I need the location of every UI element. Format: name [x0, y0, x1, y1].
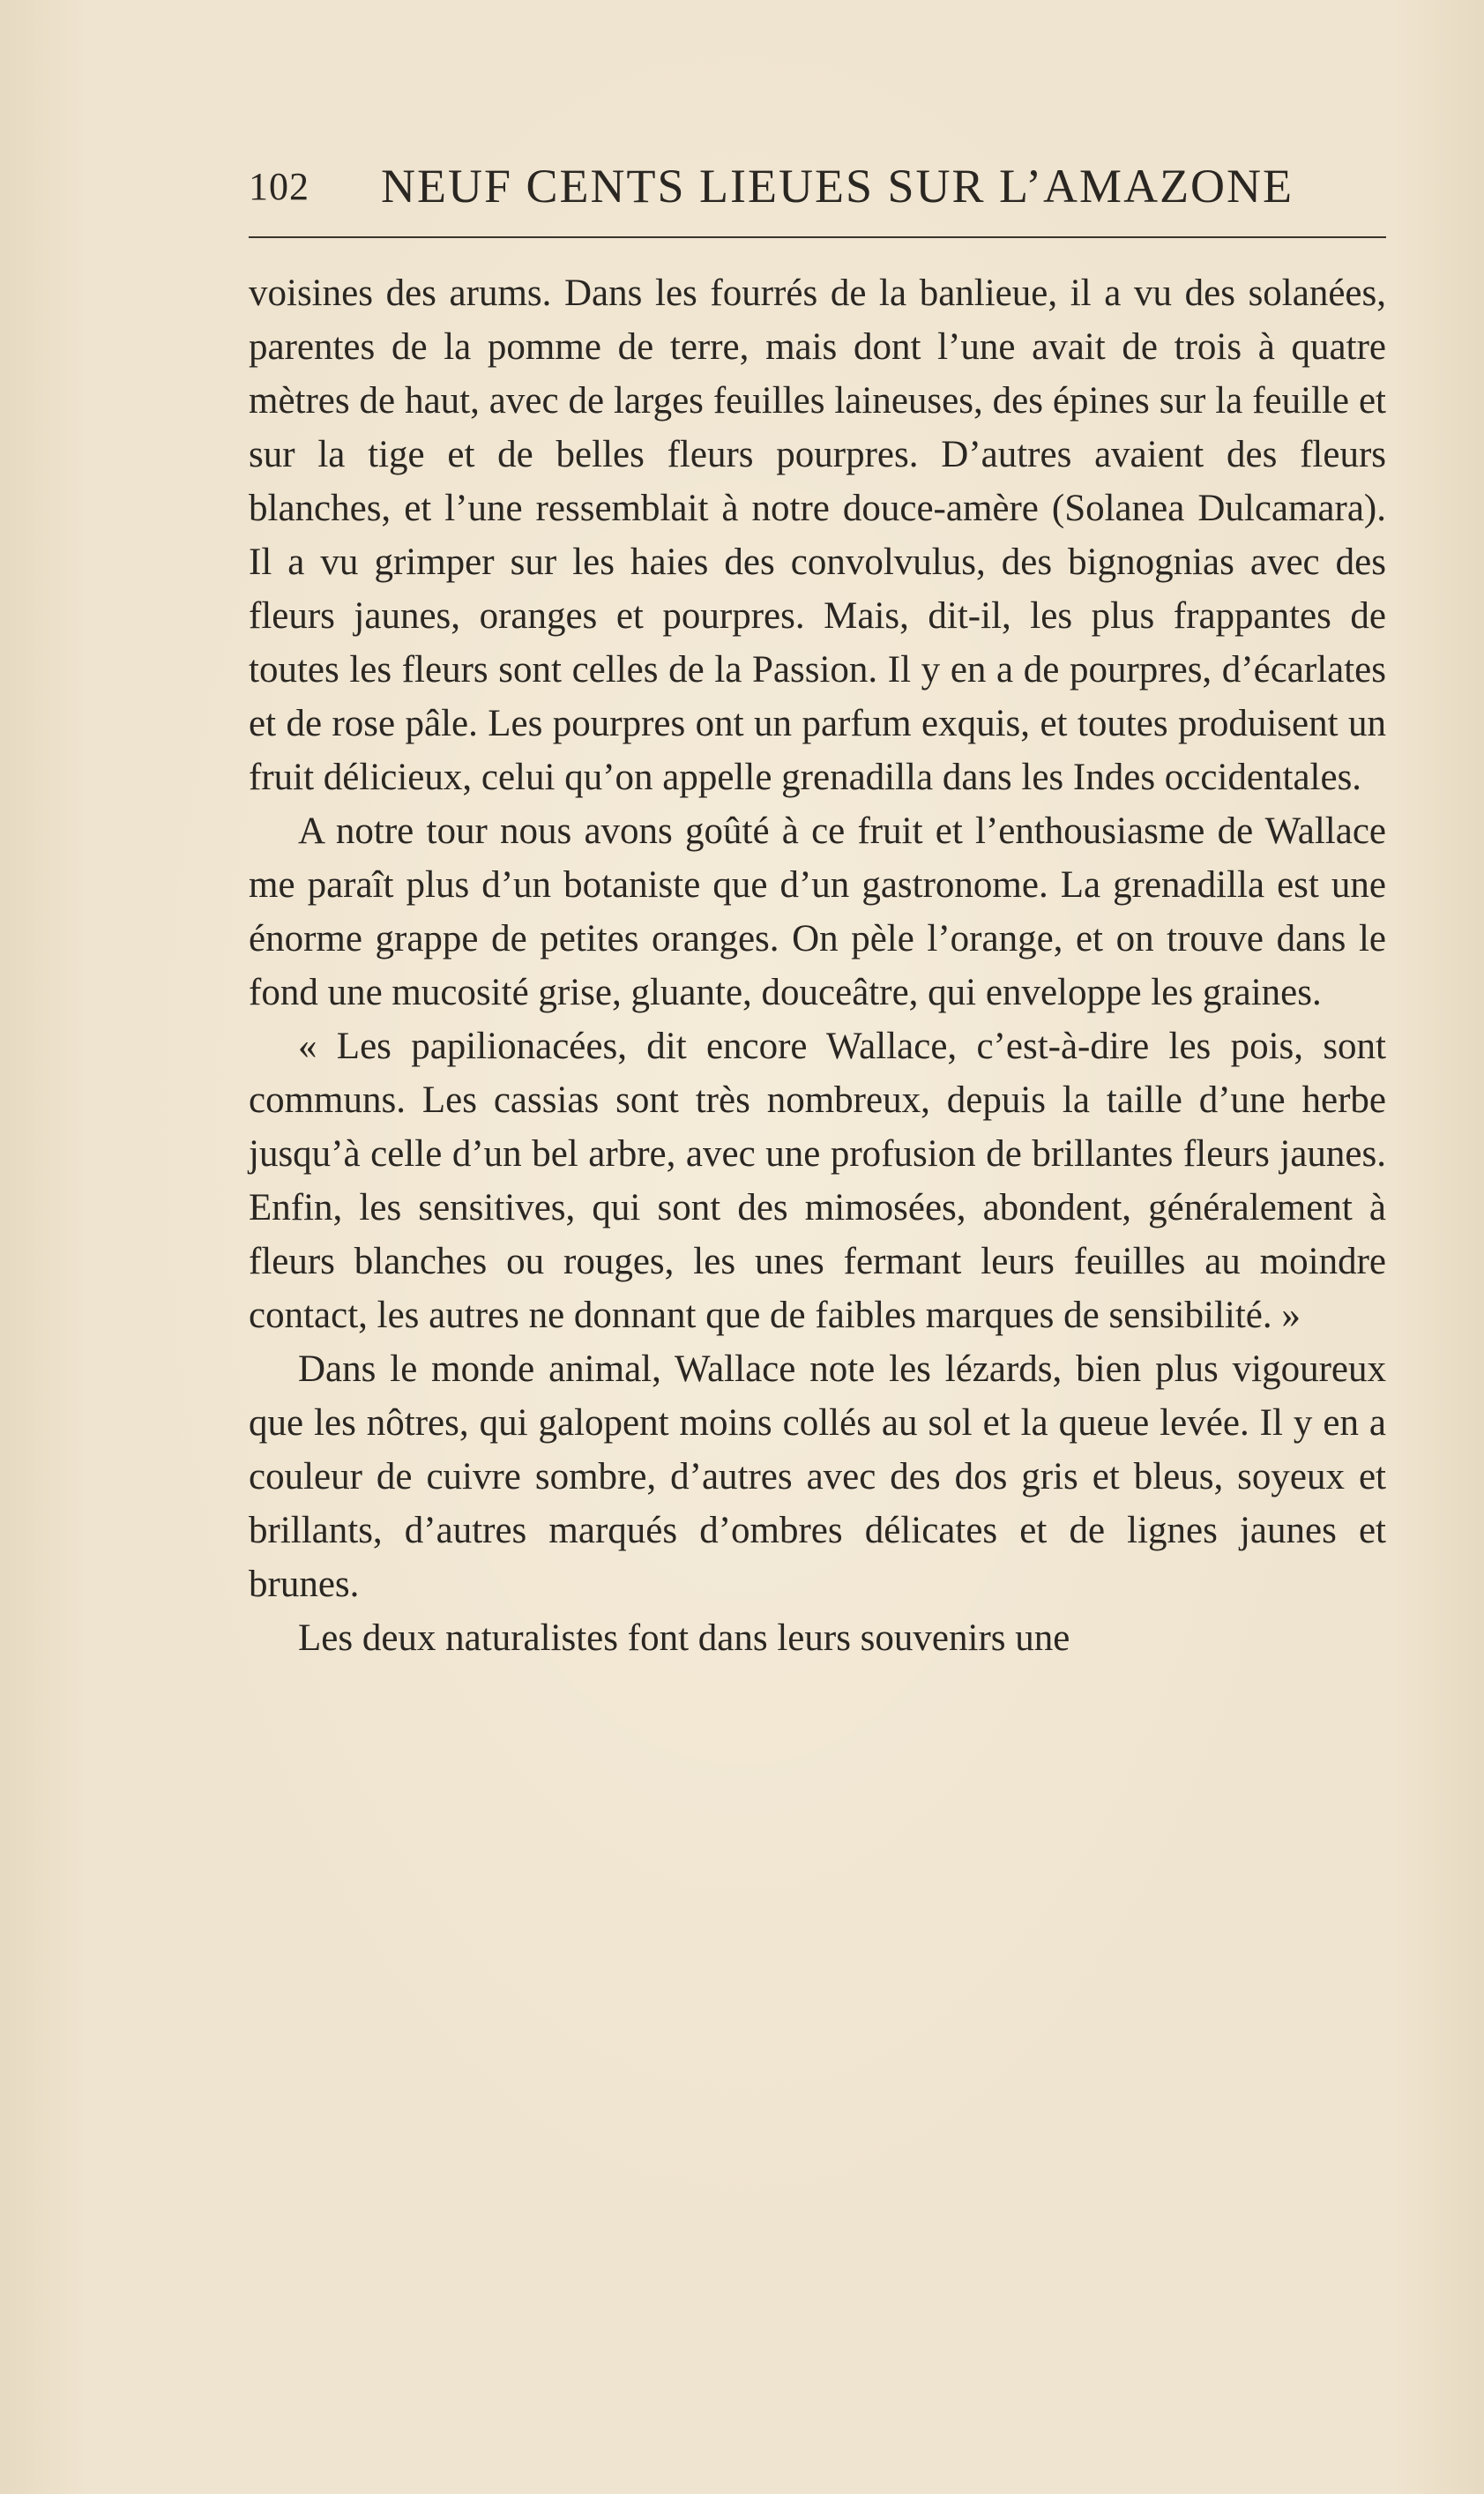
header-rule [249, 236, 1386, 238]
page-header [249, 159, 1386, 229]
paragraph: Les deux naturalistes font dans leurs souvenirs une [298, 1617, 1070, 1659]
running-title: NEUF CENTS LIEUES SUR L’AMAZONE [381, 160, 1294, 213]
paragraph: « Les papilionacées, dit encore Wallace, c’est-à-dire les pois, sont communs. Les cassias sont très nombreux, depuis la taille d’une herbe jusqu’à celle d’un bel arbre, avec une profusion de brillantes fleurs jaunes. Enfin, les sensitives, qui sont des mimosées, abondent, généralement à fleurs blanches ou rouges, les unes fermant leurs feuilles au moindre contact, les autres ne donnant que de faibles marques de sensibilité. » [249, 1026, 1386, 1336]
paragraph: A notre tour nous avons goûté à ce fruit et l’enthousiasme de Wallace me paraît plus d’un botaniste que d’un gastronome. La grenadilla est une énorme grappe de petites oranges. On pèle l’orange, et on trouve dans le fond une mucosité grise, gluante, douceâtre, qui enveloppe les graines. [249, 810, 1386, 1013]
paragraph: Dans le monde animal, Wallace note les lézards, bien plus vigoureux que les nôtres, qui galopent moins collés au sol et la queue levée. Il y en a couleur de cuivre sombre, d’autres avec des dos gris et bleus, soyeux et brillants, d’autres marqués d’ombres délicates et de lignes jaunes et brunes. [249, 1348, 1386, 1605]
body-text [249, 266, 1386, 1665]
page-number: 102 [249, 165, 309, 208]
paragraph: voisines des arums. Dans les fourrés de la banlieue, il a vu des solanées, parentes de la pomme de terre, mais dont l’une avait de trois à quatre mètres de haut, avec de larges feuilles laineuses, des épines sur la feuille et sur la tige et de belles fleurs pourpres. D’autres avaient des fleurs blanches, et l’une ressemblait à notre douce-amère (Solanea Dulcamara). Il a vu grimper sur les haies des convolvulus, des bignognias avec des fleurs jaunes, oranges et pourpres. Mais, dit-il, les plus frappantes de toutes les fleurs sont celles de la Passion. Il y en a de pourpres, d’écarlates et de rose pâle. Les pourpres ont un parfum exquis, et toutes produisent un fruit délicieux, celui qu’on appelle grenadilla dans les Indes occidentales. [249, 273, 1386, 798]
